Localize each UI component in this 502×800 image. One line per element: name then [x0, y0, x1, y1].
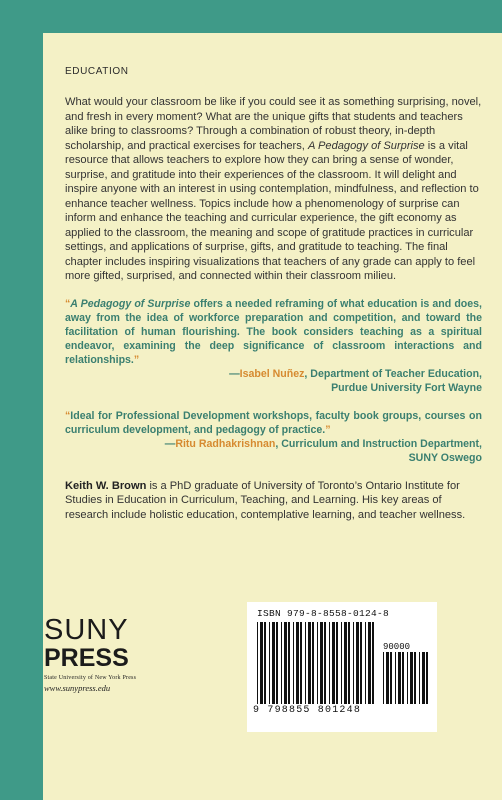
barcode-main-icon: [257, 622, 375, 704]
barcode-bar: [386, 652, 389, 704]
quote-1-author: Isabel Nuñez: [239, 367, 305, 380]
barcode-bar: [324, 622, 326, 704]
barcode-bar: [264, 622, 266, 704]
barcode-bar: [407, 652, 408, 704]
barcode-bar: [336, 622, 338, 704]
barcode-bar: [390, 652, 392, 704]
barcode-bar: [360, 622, 362, 704]
barcode-bar: [426, 652, 428, 704]
barcode-bar: [284, 622, 287, 704]
quote-2-text: Ideal for Professional Development workshops, faculty book groups, courses on curriculum development, and pedagogy of practice.: [65, 409, 482, 436]
barcode-bar: [341, 622, 342, 704]
barcode-bar: [419, 652, 420, 704]
barcode-bar: [383, 652, 384, 704]
publisher-university: State University of New York Press: [44, 675, 137, 681]
barcode-bar: [260, 622, 263, 704]
quote-1-dash: —: [229, 367, 240, 380]
quote-2-open-mark: “: [65, 409, 71, 422]
description-part-2: is a vital resource that allows teachers to explore how they can bring a sense of wonder, surprise, and gratitude into their experiences of the classroom. It will delight and inspire anyone with an interest in using contemplation, mindfulness, and reflection to enhance teacher wellness. Topics include how a phenomenology of surprise can inform and enhance the teaching and curricular experience, the gift economy as applied to the classroom, the meaning and scope of gratitude practices in curricular settings, and applications of surprise, gifts, and gratitude to teaching. The final chapter includes inspiring visualizations that teachers of any grade can apply to feel more gifted, surprised, and connected within their classroom milieu.: [65, 139, 479, 282]
description-book-title: A Pedagogy of Surprise: [307, 139, 425, 152]
barcode-bar: [422, 652, 425, 704]
ean-digits: 9 798855 801248: [253, 705, 362, 716]
quote-2-affiliation-1: , Curriculum and Instruction Department,: [275, 437, 482, 450]
barcode-bar: [348, 622, 350, 704]
barcode-bar: [395, 652, 396, 704]
barcode-bar: [368, 622, 371, 704]
barcode-bar: [365, 622, 366, 704]
quote-1-open-mark: “: [65, 297, 71, 310]
quote-2-author: Ritu Radhakrishnan: [175, 437, 276, 450]
barcode-bar: [329, 622, 330, 704]
barcode-bar: [300, 622, 302, 704]
publisher-logo: [44, 615, 184, 693]
barcode-bar: [402, 652, 404, 704]
barcode-bar: [296, 622, 299, 704]
endorsement-quote-2: [65, 409, 482, 437]
author-name: Keith W. Brown: [65, 479, 147, 492]
barcode-bar: [372, 622, 374, 704]
barcode-bar: [317, 622, 318, 704]
barcode-bar: [356, 622, 359, 704]
isbn-number: ISBN 979-8-8558-0124-8: [257, 608, 390, 619]
author-bio: [65, 479, 482, 523]
quote-1-affiliation-1: , Department of Teacher Education,: [304, 367, 482, 380]
price-code: 90000: [383, 642, 411, 652]
barcode-bar: [332, 622, 335, 704]
barcode-bar: [288, 622, 290, 704]
barcode-bar: [398, 652, 401, 704]
barcode-bar: [257, 622, 258, 704]
category-label: EDUCATION: [65, 66, 129, 77]
endorsement-quote-1: [65, 297, 482, 367]
barcode-bar: [312, 622, 314, 704]
barcode-bar: [293, 622, 294, 704]
barcode-addon-icon: [383, 652, 429, 704]
publisher-logo-line2: PRESS: [44, 644, 129, 672]
barcode-bar: [281, 622, 282, 704]
barcode-bar: [308, 622, 311, 704]
barcode-bar: [305, 622, 306, 704]
barcode-bar: [269, 622, 270, 704]
quote-2-affiliation-2: SUNY Oswego: [408, 451, 482, 464]
endorsement-attribution-2: [65, 437, 482, 465]
quote-1-affiliation-2: Purdue University Fort Wayne: [331, 381, 482, 394]
isbn-barcode: [247, 602, 437, 732]
endorsement-attribution-1: [65, 367, 482, 395]
author-bio-text: is a PhD graduate of University of Toronto’s Ontario Institute for Studies in Education in Curriculum, Teaching, and Learning. His key areas of research include holistic education, contemplative learning, and teacher wellness.: [65, 479, 466, 521]
barcode-bar: [276, 622, 278, 704]
quote-2-dash: —: [164, 437, 176, 450]
quote-1-book-title: A Pedagogy of Surprise: [70, 297, 191, 310]
publisher-url: www.sunypress.edu: [44, 683, 111, 693]
quote-1-close-mark: ”: [133, 353, 140, 366]
publisher-logo-line1: SUNY: [44, 614, 129, 646]
quote-1-text: offers a needed reframing of what education is and does, away from the idea of workforce preparation and competition, and toward the facilitation of human flourishing. The book considers teaching as a spiritual endeavor, examining the deep significance of classroom interactions and relationships.: [65, 297, 482, 366]
barcode-bar: [414, 652, 416, 704]
barcode-bar: [272, 622, 275, 704]
description-part-1: What would your classroom be like if you could see it as something surprising, novel, and fresh in every moment? What are the unique gifts that students and teachers alike bring to classrooms? Through a combination of robust theory, in-depth scholarship, and practical exercises for teachers,: [65, 96, 482, 152]
book-description: [65, 95, 482, 284]
quote-2-close-mark: ”: [325, 423, 331, 436]
barcode-bar: [320, 622, 323, 704]
barcode-bar: [410, 652, 413, 704]
barcode-bar: [353, 622, 354, 704]
barcode-bar: [344, 622, 347, 704]
